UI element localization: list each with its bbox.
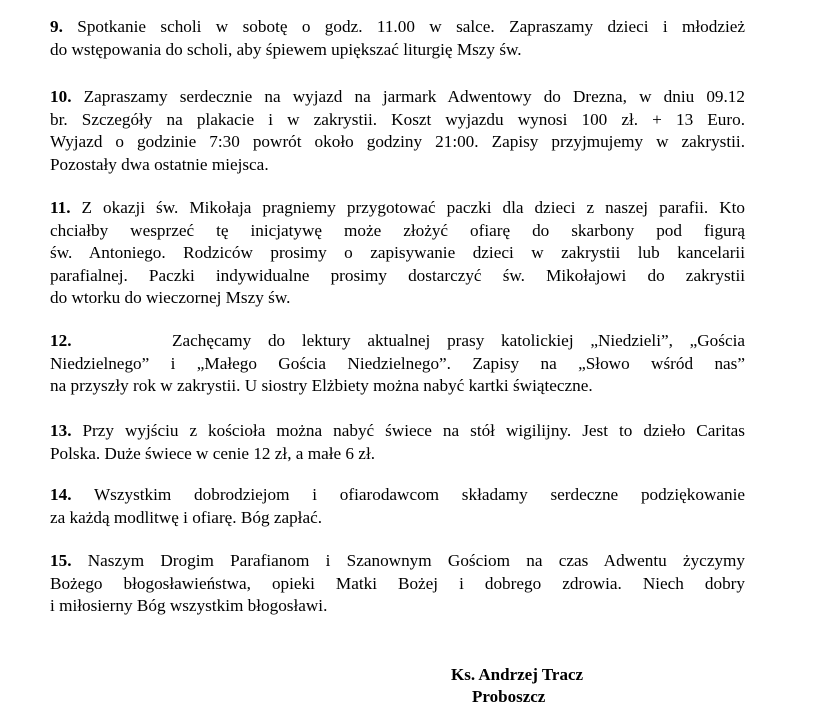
announcement-text: Z okazji św. Mikołaja pragniemy przygotować paczki dla dzieci z naszej parafii. Kto <box>81 198 745 217</box>
announcement-text: Przy wyjściu z kościoła można nabyć świece na stół wigilijny. Jest to dzieło Caritas <box>82 421 745 440</box>
announcement-14 <box>50 484 745 529</box>
announcement-10 <box>50 86 745 176</box>
announcement-number: 15. <box>50 551 72 570</box>
announcement-text: Zapraszamy serdecznie na wyjazd na jarmark Adwentowy do Drezna, w dniu 09.12 <box>83 87 745 106</box>
announcement-number: 14. <box>50 485 72 504</box>
announcement-line: na przyszły rok w zakrystii. U siostry Elżbiety można nabyć kartki świąteczne. <box>50 376 593 395</box>
announcement-line <box>50 420 745 443</box>
announcement-number: 9. <box>50 17 63 36</box>
announcement-13 <box>50 420 745 465</box>
announcement-15 <box>50 550 745 618</box>
signature-name: Ks. Andrzej Tracz <box>451 665 584 684</box>
announcement-line: św. Antoniego. Rodziców prosimy o zapisywanie dzieci w zakrystii lub kancelarii <box>50 243 745 262</box>
announcement-line: Niedzielnego” i „Małego Gościa Niedzielnego”. Zapisy na „Słowo wśród nas” <box>50 353 745 373</box>
announcement-line: br. Szczegóły na plakacie i w zakrystii. Koszt wyjazdu wynosi 100 zł. + 13 Euro. <box>50 109 745 129</box>
announcement-line: Wyjazd o godzinie 7:30 powrót około godziny 21:00. Zapisy przyjmujemy w zakrystii. <box>50 132 745 151</box>
announcement-line: parafialnej. Paczki indywidualne prosimy dostarczyć św. Mikołajowi do zakrystii <box>50 265 745 285</box>
announcement-line: do wstępowania do scholi, aby śpiewem upiększać liturgię Mszy św. <box>50 39 522 59</box>
announcement-line: Pozostały dwa ostatnie miejsca. <box>50 154 269 174</box>
announcement-line <box>50 16 745 39</box>
announcement-line <box>50 86 745 109</box>
announcement-number: 13. <box>50 421 72 440</box>
announcement-number: 12. <box>50 331 72 350</box>
announcement-line <box>50 550 745 573</box>
announcement-line: Bożego błogosławieństwa, opieki Matki Bożej i dobrego zdrowia. Niech dobry <box>50 573 745 593</box>
announcement-text: Spotkanie scholi w sobotę o godz. 11.00 w salce. Zapraszamy dzieci i młodzież <box>77 17 745 36</box>
announcement-line <box>50 330 745 353</box>
announcement-line <box>50 197 745 220</box>
announcement-line: Polska. Duże świece w cenie 12 zł, a małe 6 zł. <box>50 443 376 463</box>
announcement-number: 10. <box>50 87 72 106</box>
announcement-line: i miłosierny Bóg wszystkim błogosławi. <box>50 596 328 615</box>
announcement-text: Naszym Drogim Parafianom i Szanownym Gościom na czas Adwentu życzymy <box>87 551 745 570</box>
announcement-text: Zachęcamy do lektury aktualnej prasy katolickiej „Niedzieli”, „Gościa <box>172 331 745 350</box>
announcement-line: chciałby wesprzeć tę inicjatywę może złożyć ofiarę do skarbony pod figurą <box>50 220 745 240</box>
announcement-line <box>50 484 745 507</box>
announcement-12 <box>50 330 745 398</box>
announcement-11 <box>50 197 745 310</box>
announcement-line: za każdą modlitwę i ofiarę. Bóg zapłać. <box>50 507 323 527</box>
announcement-text: Wszystkim dobrodziejom i ofiarodawcom składamy serdeczne podziękowanie <box>93 485 745 504</box>
announcement-number: 11. <box>50 198 71 217</box>
announcement-9 <box>50 16 745 61</box>
announcement-line: do wtorku do wieczornej Mszy św. <box>50 288 291 307</box>
signature-title: Proboszcz <box>472 687 546 706</box>
